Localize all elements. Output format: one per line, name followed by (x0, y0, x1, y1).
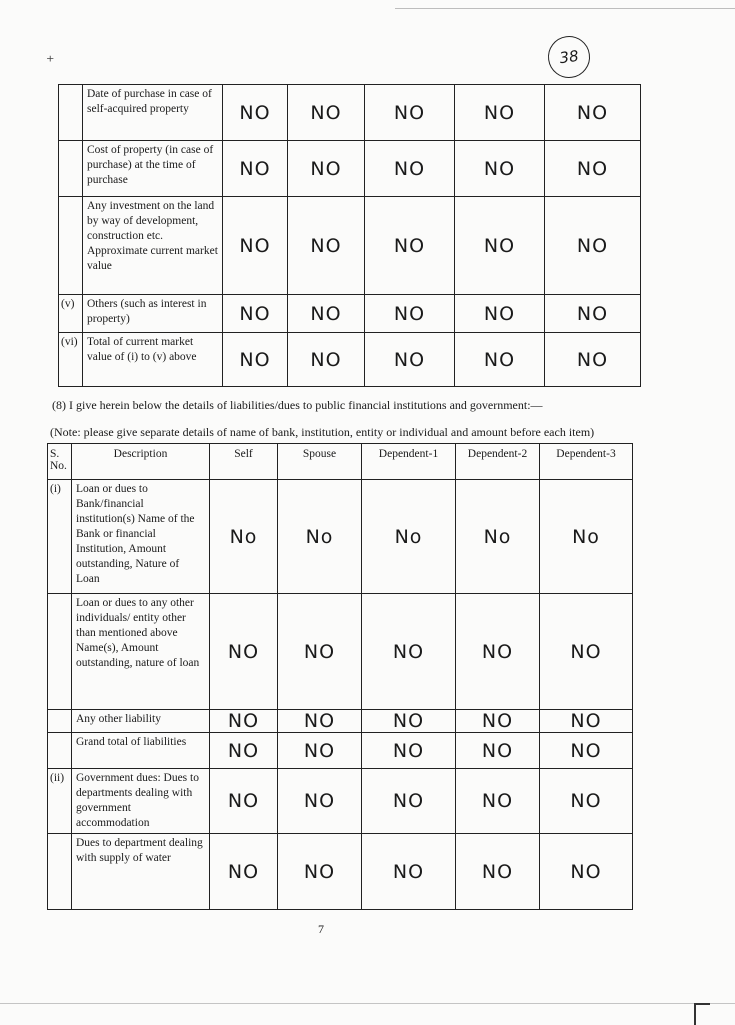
value-self: NO (223, 85, 288, 141)
row-label: Any other liability (72, 710, 210, 733)
table-row (59, 141, 641, 197)
table-row (59, 85, 641, 141)
row-number: (ii) (48, 769, 72, 834)
value-dependent-3: NO (545, 85, 641, 141)
value-dependent-2: NO (456, 769, 540, 834)
value-spouse: NO (288, 197, 365, 295)
table-row (59, 197, 641, 295)
value-dependent-3: NO (540, 769, 633, 834)
value-dependent-3: No (540, 480, 633, 594)
value-spouse: NO (278, 769, 362, 834)
value-self: NO (210, 769, 278, 834)
value-dependent-1: NO (362, 594, 456, 710)
page-mark-stamp (545, 33, 592, 80)
value-dependent-2: NO (456, 710, 540, 733)
header-description: Description (72, 444, 210, 480)
section-8-heading: (8) I give herein below the details of liabilities/dues to public financial institutions and government:— (52, 398, 543, 412)
value-dependent-2: NO (456, 733, 540, 769)
header-self: Self (210, 444, 278, 480)
row-label: Dues to department dealing with supply of water (72, 834, 210, 910)
value-spouse: NO (288, 85, 365, 141)
value-self: NO (210, 834, 278, 910)
header-spouse: Spouse (278, 444, 362, 480)
property-table (58, 84, 641, 387)
value-dependent-1: NO (365, 141, 455, 197)
value-self: NO (210, 594, 278, 710)
value-spouse: NO (278, 834, 362, 910)
row-label: Loan or dues to any other individuals/ entity other than mentioned above Name(s), Amount outstanding, nature of loan (72, 594, 210, 710)
value-self: NO (210, 710, 278, 733)
bottom-edge-line (0, 1003, 735, 1004)
value-spouse: NO (288, 141, 365, 197)
table-header-row (48, 444, 633, 480)
value-dependent-3: NO (540, 733, 633, 769)
value-dependent-1: NO (362, 834, 456, 910)
header-dependent-1: Dependent-1 (362, 444, 456, 480)
value-self: NO (223, 197, 288, 295)
value-spouse: NO (288, 295, 365, 333)
table-row (59, 295, 641, 333)
row-label: Government dues: Dues to departments dealing with government accommodation (72, 769, 210, 834)
value-dependent-2: NO (455, 295, 545, 333)
header-dependent-3: Dependent-3 (540, 444, 633, 480)
row-number (48, 834, 72, 910)
value-self: NO (210, 733, 278, 769)
row-number (59, 85, 83, 141)
table-row (48, 710, 633, 733)
row-number (48, 594, 72, 710)
row-label: Grand total of liabilities (72, 733, 210, 769)
value-self: NO (223, 295, 288, 333)
value-spouse: NO (278, 594, 362, 710)
page-mark-text: 38 (558, 46, 580, 68)
row-number (48, 733, 72, 769)
corner-mark (694, 1003, 710, 1025)
value-dependent-2: NO (455, 141, 545, 197)
value-dependent-3: NO (540, 710, 633, 733)
value-dependent-2: NO (456, 834, 540, 910)
value-dependent-3: NO (545, 333, 641, 387)
value-dependent-1: NO (365, 197, 455, 295)
top-edge-line (395, 8, 735, 9)
value-dependent-2: NO (455, 333, 545, 387)
value-spouse: No (278, 480, 362, 594)
row-label: Date of purchase in case of self-acquired property (83, 85, 223, 141)
row-number: (i) (48, 480, 72, 594)
value-spouse: NO (278, 733, 362, 769)
value-self: NO (223, 141, 288, 197)
row-label: Any investment on the land by way of development, construction etc. Approximate current market value (83, 197, 223, 295)
value-spouse: NO (278, 710, 362, 733)
value-dependent-3: NO (540, 834, 633, 910)
row-number (59, 141, 83, 197)
value-dependent-2: NO (456, 594, 540, 710)
row-number: (vi) (59, 333, 83, 387)
value-self: No (210, 480, 278, 594)
header-sno: S. No. (48, 444, 72, 480)
value-dependent-1: NO (365, 295, 455, 333)
page-number: 7 (318, 922, 324, 936)
row-number: (v) (59, 295, 83, 333)
value-dependent-2: NO (455, 197, 545, 295)
section-8-note: (Note: please give separate details of name of bank, institution, entity or individual and amount before each item) (50, 425, 595, 439)
value-dependent-3: NO (545, 295, 641, 333)
row-number (48, 710, 72, 733)
row-label: Cost of property (in case of purchase) at the time of purchase (83, 141, 223, 197)
row-label: Loan or dues to Bank/financial institution(s) Name of the Bank or financial Institution, Amount outstanding, Nature of Loan (72, 480, 210, 594)
value-self: NO (223, 333, 288, 387)
value-dependent-1: NO (365, 85, 455, 141)
table-row (48, 480, 633, 594)
liabilities-table (47, 443, 633, 910)
ink-speck: ⁺ (46, 52, 55, 71)
table-row (48, 834, 633, 910)
table-row (59, 333, 641, 387)
value-dependent-2: No (456, 480, 540, 594)
table-row (48, 594, 633, 710)
value-dependent-1: NO (365, 333, 455, 387)
value-dependent-1: NO (362, 769, 456, 834)
row-label: Others (such as interest in property) (83, 295, 223, 333)
header-dependent-2: Dependent-2 (456, 444, 540, 480)
row-label: Total of current market value of (i) to (v) above (83, 333, 223, 387)
value-dependent-1: No (362, 480, 456, 594)
value-dependent-3: NO (545, 197, 641, 295)
value-dependent-1: NO (362, 710, 456, 733)
value-dependent-3: NO (540, 594, 633, 710)
value-dependent-3: NO (545, 141, 641, 197)
value-dependent-1: NO (362, 733, 456, 769)
table-row (48, 733, 633, 769)
table-row (48, 769, 633, 834)
row-number (59, 197, 83, 295)
value-dependent-2: NO (455, 85, 545, 141)
value-spouse: NO (288, 333, 365, 387)
